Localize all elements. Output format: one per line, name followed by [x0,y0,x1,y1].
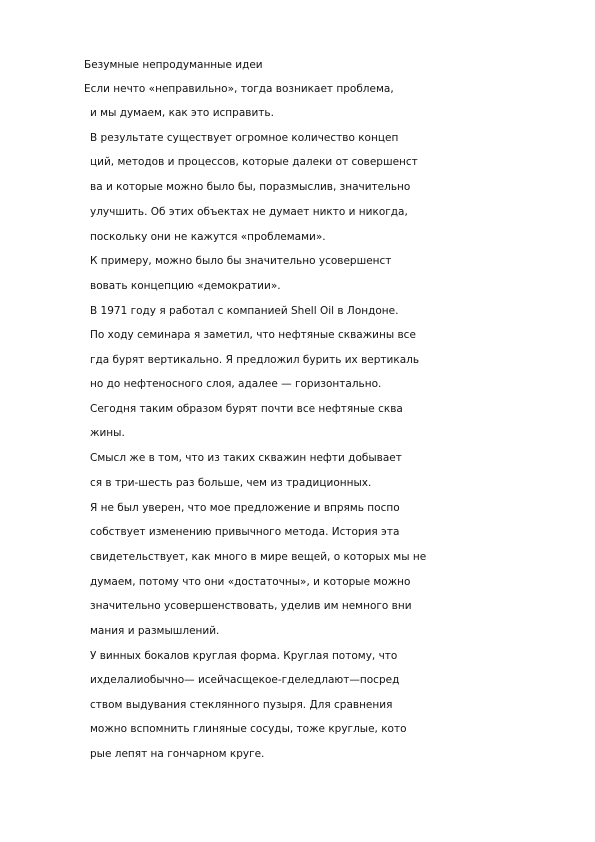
text-line: думаем, потому что они «достаточны», и которые можно [90,576,411,588]
text-line: собствует изменению привычного метода. История эта [90,526,400,538]
text-line: иxделалиобычно— исейчасщекое-гделедлают—посред [90,674,400,686]
text-line: и мы думаем, как это исправить. [90,107,274,119]
text-line: рые лепят на гончарном круге. [90,748,265,760]
text-line: но до нефтеносного слоя, адалее — горизонтально. [90,378,382,390]
text-line: свидетельствует, как много в мире вещей, о которых мы не [90,551,427,563]
text-line: Если нечто «неправильно», тогда возникает проблема, [84,83,394,95]
text-line: улучшить. Об этих объектах не думает никто и никогда, [90,206,408,218]
text-line: ством выдувания стеклянного пузыря. Для сравнения [90,699,393,711]
text-line: Смысл же в том, что из таких скважин нефти добывает [90,452,402,464]
text-line: В 1971 году я работал с компанией Shell Oil в Лондоне. [90,305,399,317]
text-line: можно вспомнить глиняные сосуды, тоже круглые, кото [90,723,407,735]
text-line: По ходу семинара я заметил, что нефтяные скважины все [90,329,416,341]
text-line: жины. [90,427,125,439]
text-line: К примеру, можно было бы значительно усовершенст [90,255,392,267]
text-line: гда бурят вертикально. Я предложил бурить их вертикаль [90,354,420,366]
text-line: ся в три-шесть раз больше, чем из традиционных. [90,477,372,489]
text-line: вовать концепцию «демократии». [90,280,281,292]
text-line: У винных бокалов круглая форма. Круглая потому, что [90,650,398,662]
text-line: поскольку они не кажутся «проблемами». [90,231,326,243]
text-line: Я не был уверен, что мое предложение и впрямь поспо [90,502,400,514]
text-line: ва и которые можно было бы, поразмыслив, значительно [90,181,411,193]
text-line: Сегодня таким образом бурят почти все нефтяные сква [90,403,403,415]
text-line: ций, методов и процессов, которые далеки от совершенст [90,156,418,168]
text-line: значительно усовершенствовать, уделив им немного вни [90,600,412,612]
text-line: мания и размышлений. [90,625,220,637]
document-title: Безумные непродуманные идеи [84,59,263,71]
text-line: В результате существует огромное количество концеп [90,132,399,144]
